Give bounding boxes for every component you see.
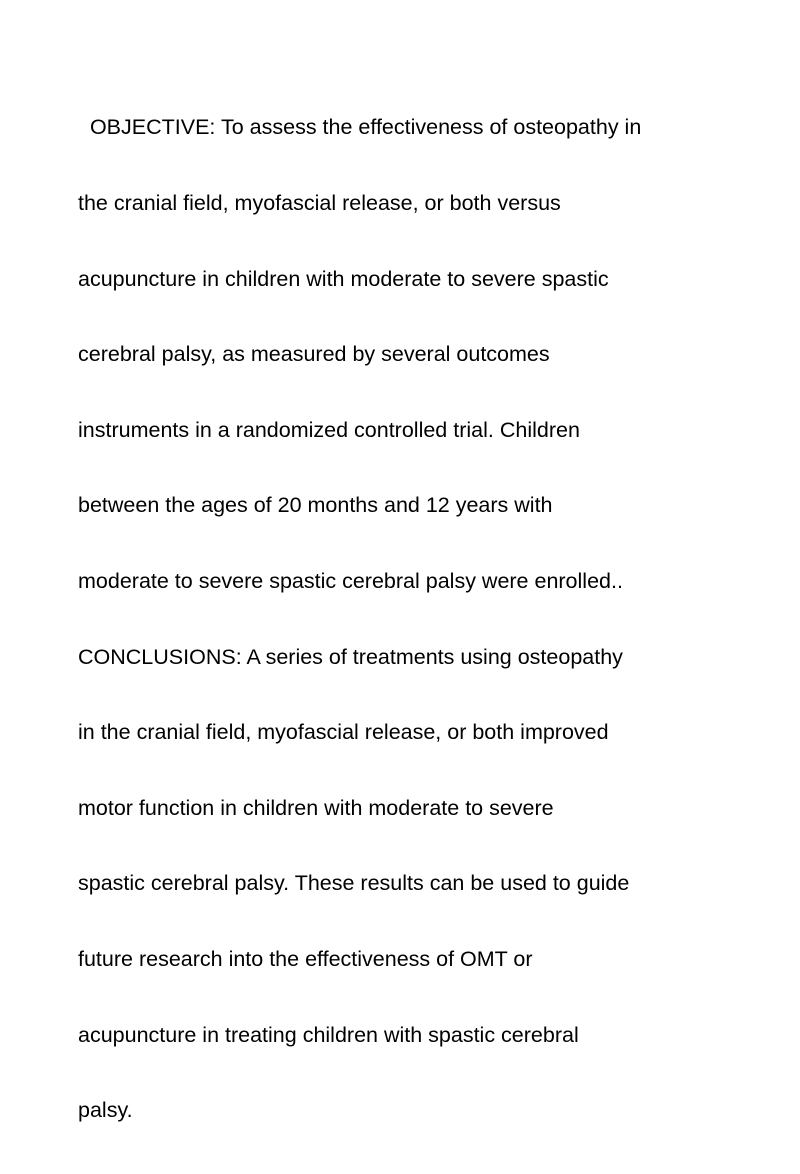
abstract-line: between the ages of 20 months and 12 years with: [78, 493, 553, 518]
abstract-line: future research into the effectiveness of OMT or: [78, 946, 533, 971]
abstract-line: acupuncture in treating children with spastic cerebral: [78, 1022, 579, 1047]
abstract-text: [78, 65, 778, 1174]
abstract-line: cerebral palsy, as measured by several outcomes: [78, 342, 550, 367]
abstract-line: spastic cerebral palsy. These results can be used to guide: [78, 871, 630, 896]
abstract-line: motor function in children with moderate to severe: [78, 795, 554, 820]
abstract-line: moderate to severe spastic cerebral palsy were enrolled..: [78, 568, 623, 593]
abstract-line: palsy.: [78, 1098, 133, 1123]
abstract-line: instruments in a randomized controlled trial. Children: [78, 417, 580, 442]
abstract-line: the cranial field, myofascial release, or both versus: [78, 191, 561, 215]
abstract-line: in the cranial field, myofascial release, or both improved: [78, 720, 609, 745]
abstract-line: OBJECTIVE: To assess the effectiveness of osteopathy in: [78, 115, 642, 140]
abstract-line: acupuncture in children with moderate to severe spastic: [78, 266, 609, 291]
abstract-line: CONCLUSIONS: A series of treatments using osteopathy: [78, 644, 623, 669]
